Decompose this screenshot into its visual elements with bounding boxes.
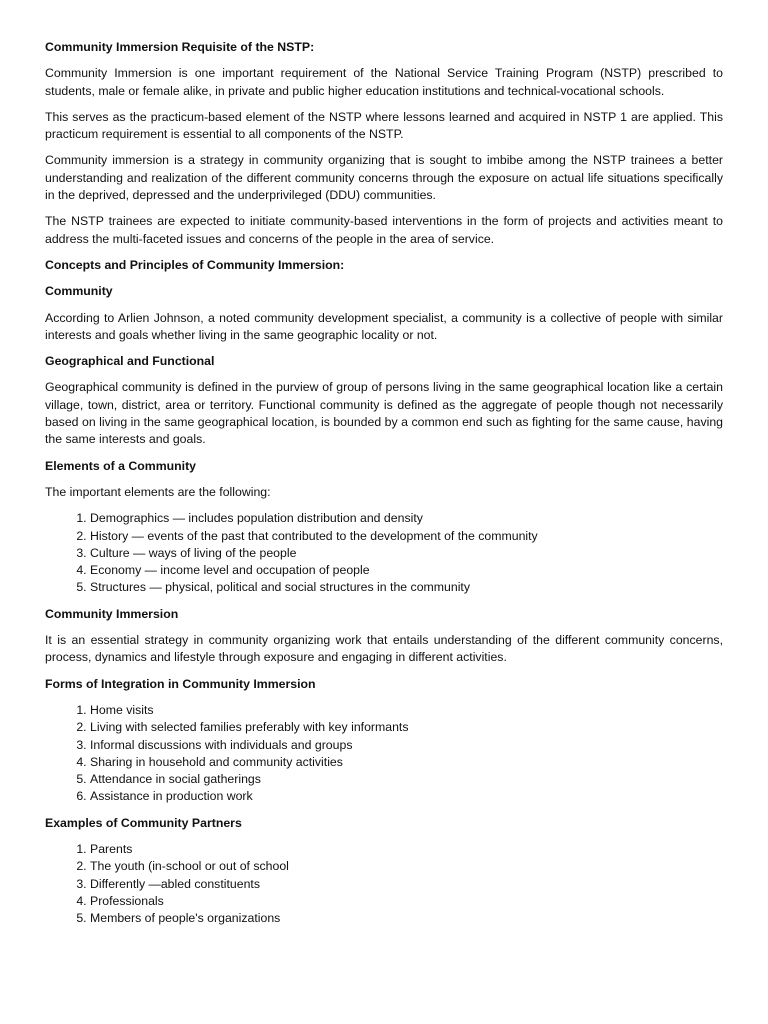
list-item: 1. Home visits [90,702,723,719]
elements-list [45,510,723,596]
heading-nstp-requisite: Community Immersion Requisite of the NSTP: [45,40,315,54]
paragraph-intro-1: Community Immersion is one important requirement of the National Service Training Program (NSTP) prescribed to students, male or female alike, in private and public higher education institutions and technical-vocational schools. [45,66,723,98]
list-item: 3. Differently —abled constituents [90,876,723,893]
list-item: 6. Assistance in production work [90,788,723,805]
paragraph-immersion: It is an essential strategy in community organizing work that entails understanding of the different community concerns, process, dynamics and lifestyle through exposure and engaging in different activities. [45,633,723,665]
list-item: 2. Living with selected families preferably with key informants [90,719,723,736]
paragraph-geographical: Geographical community is defined in the purview of group of persons living in the same geographical location like a certain village, town, district, area or territory. Functional community is defined as the aggregate of people though not necessarily based on living in the same geographical location, is bounded by a common end such as fighting for the same cause, having the same interests and goals. [45,380,723,447]
paragraph-community: According to Arlien Johnson, a noted community development specialist, a community is a collective of people with similar interests and goals whether living in the same geographic locality or not. [45,310,723,342]
list-item: 5. Structures — physical, political and social structures in the community [90,579,723,596]
heading-elements: Elements of a Community [45,458,197,473]
heading-concepts: Concepts and Principles of Community Immersion: [45,257,345,272]
list-item: 4. Economy — income level and occupation of people [90,562,723,579]
list-item: 4. Professionals [90,893,723,910]
list-item: 2. The youth (in-school or out of school [90,858,723,875]
list-item: 5. Attendance in social gatherings [90,771,723,788]
list-item: 4. Sharing in household and community activities [90,754,723,771]
heading-community: Community [45,284,113,299]
list-item: 3. Culture — ways of living of the people [90,545,723,562]
paragraph-intro-2: This serves as the practicum-based element of the NSTP where lessons learned and acquired in NSTP 1 are applied. This practicum requirement is essential to all components of the NSTP. [45,109,723,142]
list-item: 1. Demographics — includes population distribution and density [90,510,723,527]
heading-community-partners: Examples of Community Partners [45,815,242,830]
heading-community-immersion: Community Immersion [45,606,179,621]
list-item: 2. History — events of the past that contributed to the development of the community [90,528,723,545]
list-item: 3. Informal discussions with individuals and groups [90,737,723,754]
list-item: 5. Members of people's organizations [90,910,723,927]
list-item: 1. Parents [90,841,723,858]
paragraph-intro-4: The NSTP trainees are expected to initiate community-based interventions in the form of projects and activities meant to address the multi-faceted issues and concerns of the people in the area of service. [45,214,723,246]
paragraph-intro-3: Community immersion is a strategy in community organizing that is sought to imbibe among the NSTP trainees a better understanding and realization of the different community concerns through the exposure on actual life situations specifically in the deprived, depressed and the underprivileged (DDU) communities. [45,153,723,203]
heading-forms-integration: Forms of Integration in Community Immersion [45,676,316,691]
heading-geographical-functional: Geographical and Functional [45,354,215,369]
partners-list [45,841,723,927]
forms-list [45,702,723,806]
paragraph-elements: The important elements are the following: [45,484,271,499]
